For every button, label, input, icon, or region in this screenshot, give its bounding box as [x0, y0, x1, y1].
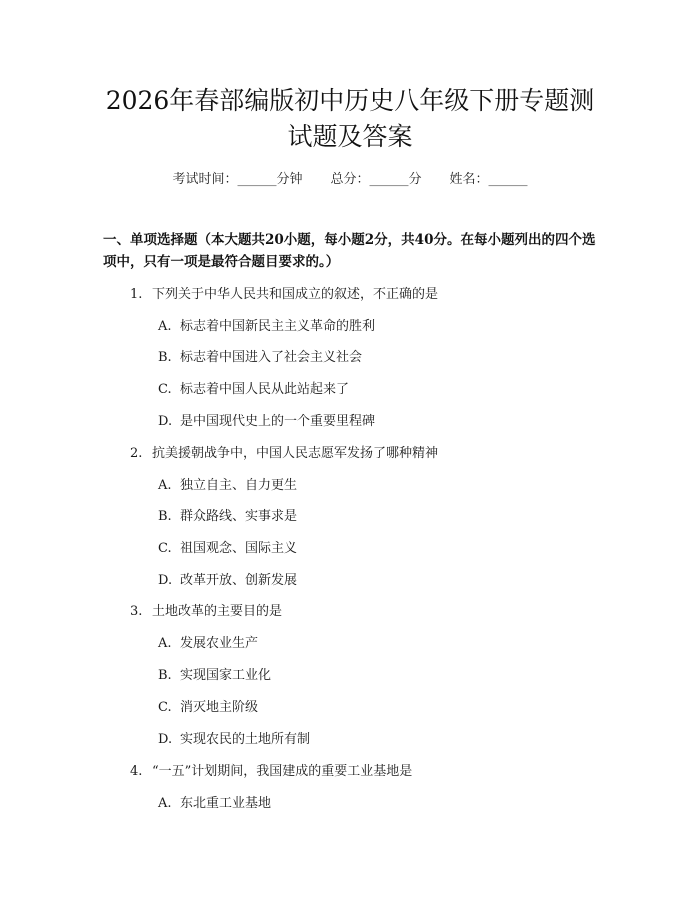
question-4 [130, 760, 412, 779]
question-text: 下列关于中华人民共和国成立的叙述，不正确的是 [152, 287, 439, 302]
option-text: 消灭地主阶级 [180, 700, 259, 715]
option-2d [158, 569, 297, 588]
option-letter: D. [158, 732, 173, 747]
option-letter: B. [158, 668, 172, 683]
option-letter: C. [158, 382, 172, 397]
option-letter: D. [158, 414, 173, 429]
option-text: 群众路线、实事求是 [180, 509, 298, 524]
option-1b [158, 346, 362, 365]
option-letter: A. [158, 636, 172, 651]
question-number: 2. [130, 446, 143, 461]
option-text: 实现农民的土地所有制 [180, 732, 311, 747]
section-heading: 一、单项选择题（本大题共20小题，每小题2分，共40分。在每小题列出的四个选项中，只有一项是最符合题目要求的。） [103, 232, 596, 270]
total-score-field: 总分：______分 [330, 172, 422, 187]
option-letter: A. [158, 478, 172, 493]
option-1c [158, 378, 349, 397]
option-text: 东北重工业基地 [180, 796, 272, 811]
question-text: “一五”计划期间，我国建成的重要工业基地是 [152, 764, 413, 779]
option-letter: D. [158, 573, 173, 588]
question-number: 1. [130, 287, 143, 302]
option-4a [158, 792, 271, 811]
option-letter: A. [158, 319, 172, 334]
exam-time-field: 考试时间：______分钟 [172, 172, 303, 187]
option-letter: B. [158, 350, 172, 365]
question-1 [130, 283, 438, 302]
question-number: 4. [130, 764, 143, 779]
question-text: 土地改革的主要目的是 [152, 604, 283, 619]
name-field: 姓名：______ [449, 172, 528, 187]
option-text: 标志着中国进入了社会主义社会 [180, 350, 363, 365]
option-letter: B. [158, 509, 172, 524]
option-text: 发展农业生产 [180, 636, 259, 651]
question-text: 抗美援朝战争中，中国人民志愿军发扬了哪种精神 [152, 446, 439, 461]
doc-title-line-1: 2026年春部编版初中历史八年级下册专题测 [105, 86, 595, 115]
option-1d [158, 410, 375, 429]
exam-meta [0, 168, 700, 187]
option-text: 改革开放、创新发展 [180, 573, 298, 588]
option-3d [158, 728, 310, 747]
question-2 [130, 442, 438, 461]
option-letter: A. [158, 796, 172, 811]
option-3b [158, 664, 271, 683]
option-2c [158, 537, 297, 556]
doc-title-line-2: 试题及答案 [287, 122, 413, 151]
option-text: 标志着中国人民从此站起来了 [180, 382, 350, 397]
option-text: 标志着中国新民主主义革命的胜利 [180, 319, 376, 334]
option-1a [158, 315, 375, 334]
option-text: 独立自主、自力更生 [180, 478, 298, 493]
question-number: 3. [130, 604, 143, 619]
option-text: 祖国观念、国际主义 [180, 541, 298, 556]
option-text: 是中国现代史上的一个重要里程碑 [180, 414, 376, 429]
option-2a [158, 474, 297, 493]
option-3c [158, 696, 258, 715]
option-letter: C. [158, 541, 172, 556]
option-3a [158, 632, 258, 651]
option-2b [158, 505, 297, 524]
option-text: 实现国家工业化 [180, 668, 272, 683]
question-3 [130, 600, 282, 619]
option-letter: C. [158, 700, 172, 715]
